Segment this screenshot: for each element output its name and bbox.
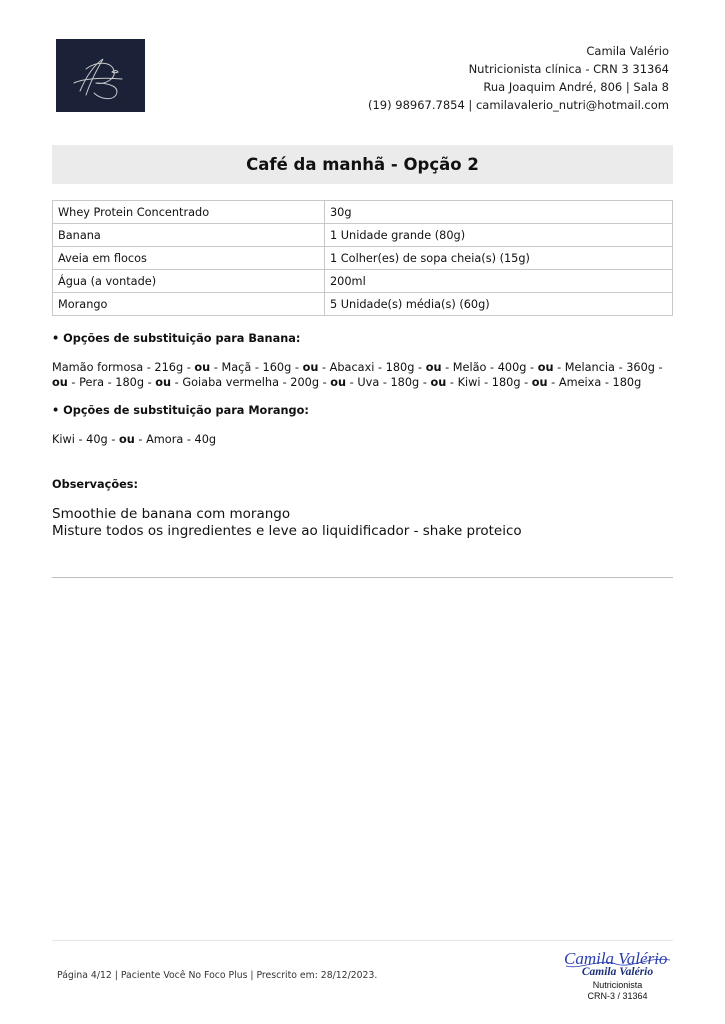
food-table — [52, 200, 673, 316]
footer-text: Página 4/12 | Paciente Você No Foco Plus | Prescrito em: 28/12/2023. — [57, 970, 378, 981]
food-amount: 1 Unidade grande (80g) — [325, 224, 673, 247]
substitution-option: Maçã - 160g — [221, 361, 292, 374]
substitution-option: Uva - 180g — [357, 376, 420, 389]
substitution-option: Goiaba vermelha - 200g — [182, 376, 320, 389]
table-row — [53, 201, 673, 224]
substitution-list-morango: Kiwi - 40g - ou - Amora - 40g — [52, 433, 217, 446]
footer-divider — [52, 940, 673, 941]
observations-heading: Observações: — [52, 478, 138, 491]
substitution-option: Ameixa - 180g — [558, 376, 642, 389]
table-row — [53, 293, 673, 316]
observation-line: Misture todos os ingredientes e leve ao liquidificador - shake proteico — [52, 523, 522, 539]
professional-info — [368, 42, 669, 114]
substitution-list-banana: Mamão formosa - 216g - ou - Maçã - 160g - ou - Abacaxi - 180g - ou - Melão - 400g - ou - Melancia - 360g - ou - Pera - 180g - ou - Goiaba vermelha - 200g - ou - Uva - 180g - ou - Kiwi - 180g - ou - Ameixa - 180g — [52, 361, 663, 389]
professional-address: Rua Joaquim André, 806 | Sala 8 — [483, 80, 669, 94]
substitution-option: Pera - 180g — [79, 376, 144, 389]
separator-or: ou — [194, 361, 211, 374]
separator-or: ou — [425, 361, 442, 374]
observations-text — [52, 506, 522, 540]
professional-contact: (19) 98967.7854 | camilavalerio_nutri@hotmail.com — [368, 98, 669, 112]
substitution-option: Mamão formosa - 216g — [52, 361, 184, 374]
professional-role: Nutricionista clínica - CRN 3 31364 — [468, 62, 669, 76]
table-row — [53, 247, 673, 270]
observation-line: Smoothie de banana com morango — [52, 506, 291, 522]
substitution-option: Melão - 400g — [452, 361, 527, 374]
signature-crn: CRN-3 / 31364 — [587, 991, 648, 1001]
food-amount: 200ml — [325, 270, 673, 293]
logo — [56, 39, 145, 112]
table-row — [53, 270, 673, 293]
food-name: Banana — [53, 224, 325, 247]
substitution-heading-morango: • Opções de substituição para Morango: — [52, 404, 309, 417]
separator-or: ou — [537, 361, 554, 374]
food-name: Água (a vontade) — [53, 270, 325, 293]
professional-name: Camila Valério — [586, 44, 669, 58]
monogram-logo — [56, 39, 145, 112]
substitution-option: Kiwi - 40g — [52, 433, 108, 446]
food-amount: 5 Unidade(s) média(s) (60g) — [325, 293, 673, 316]
separator-or: ou — [330, 376, 347, 389]
substitution-option: Kiwi - 180g — [457, 376, 521, 389]
table-row — [53, 224, 673, 247]
separator-or: ou — [119, 433, 135, 446]
substitution-option: Melancia - 360g — [564, 361, 655, 374]
separator-or: ou — [155, 376, 172, 389]
separator-or: ou — [302, 361, 319, 374]
food-name: Whey Protein Concentrado — [53, 201, 325, 224]
substitution-heading-banana: • Opções de substituição para Banana: — [52, 332, 301, 345]
food-amount: 1 Colher(es) de sopa cheia(s) (15g) — [325, 247, 673, 270]
separator-or: ou — [430, 376, 447, 389]
separator-or: ou — [52, 376, 68, 389]
signature — [560, 944, 675, 1006]
substitution-option: Abacaxi - 180g — [329, 361, 415, 374]
signature-name: Camila Valério — [581, 966, 654, 978]
svg-text:Camila Valério: Camila Valério — [564, 949, 668, 968]
food-name: Aveia em flocos — [53, 247, 325, 270]
substitution-option: Amora - 40g — [146, 433, 217, 446]
signature-title: Nutricionista — [592, 980, 643, 990]
food-amount: 30g — [325, 201, 673, 224]
separator-or: ou — [531, 376, 548, 389]
food-name: Morango — [53, 293, 325, 316]
section-divider — [52, 577, 673, 578]
meal-title: Café da manhã - Opção 2 — [52, 145, 673, 184]
